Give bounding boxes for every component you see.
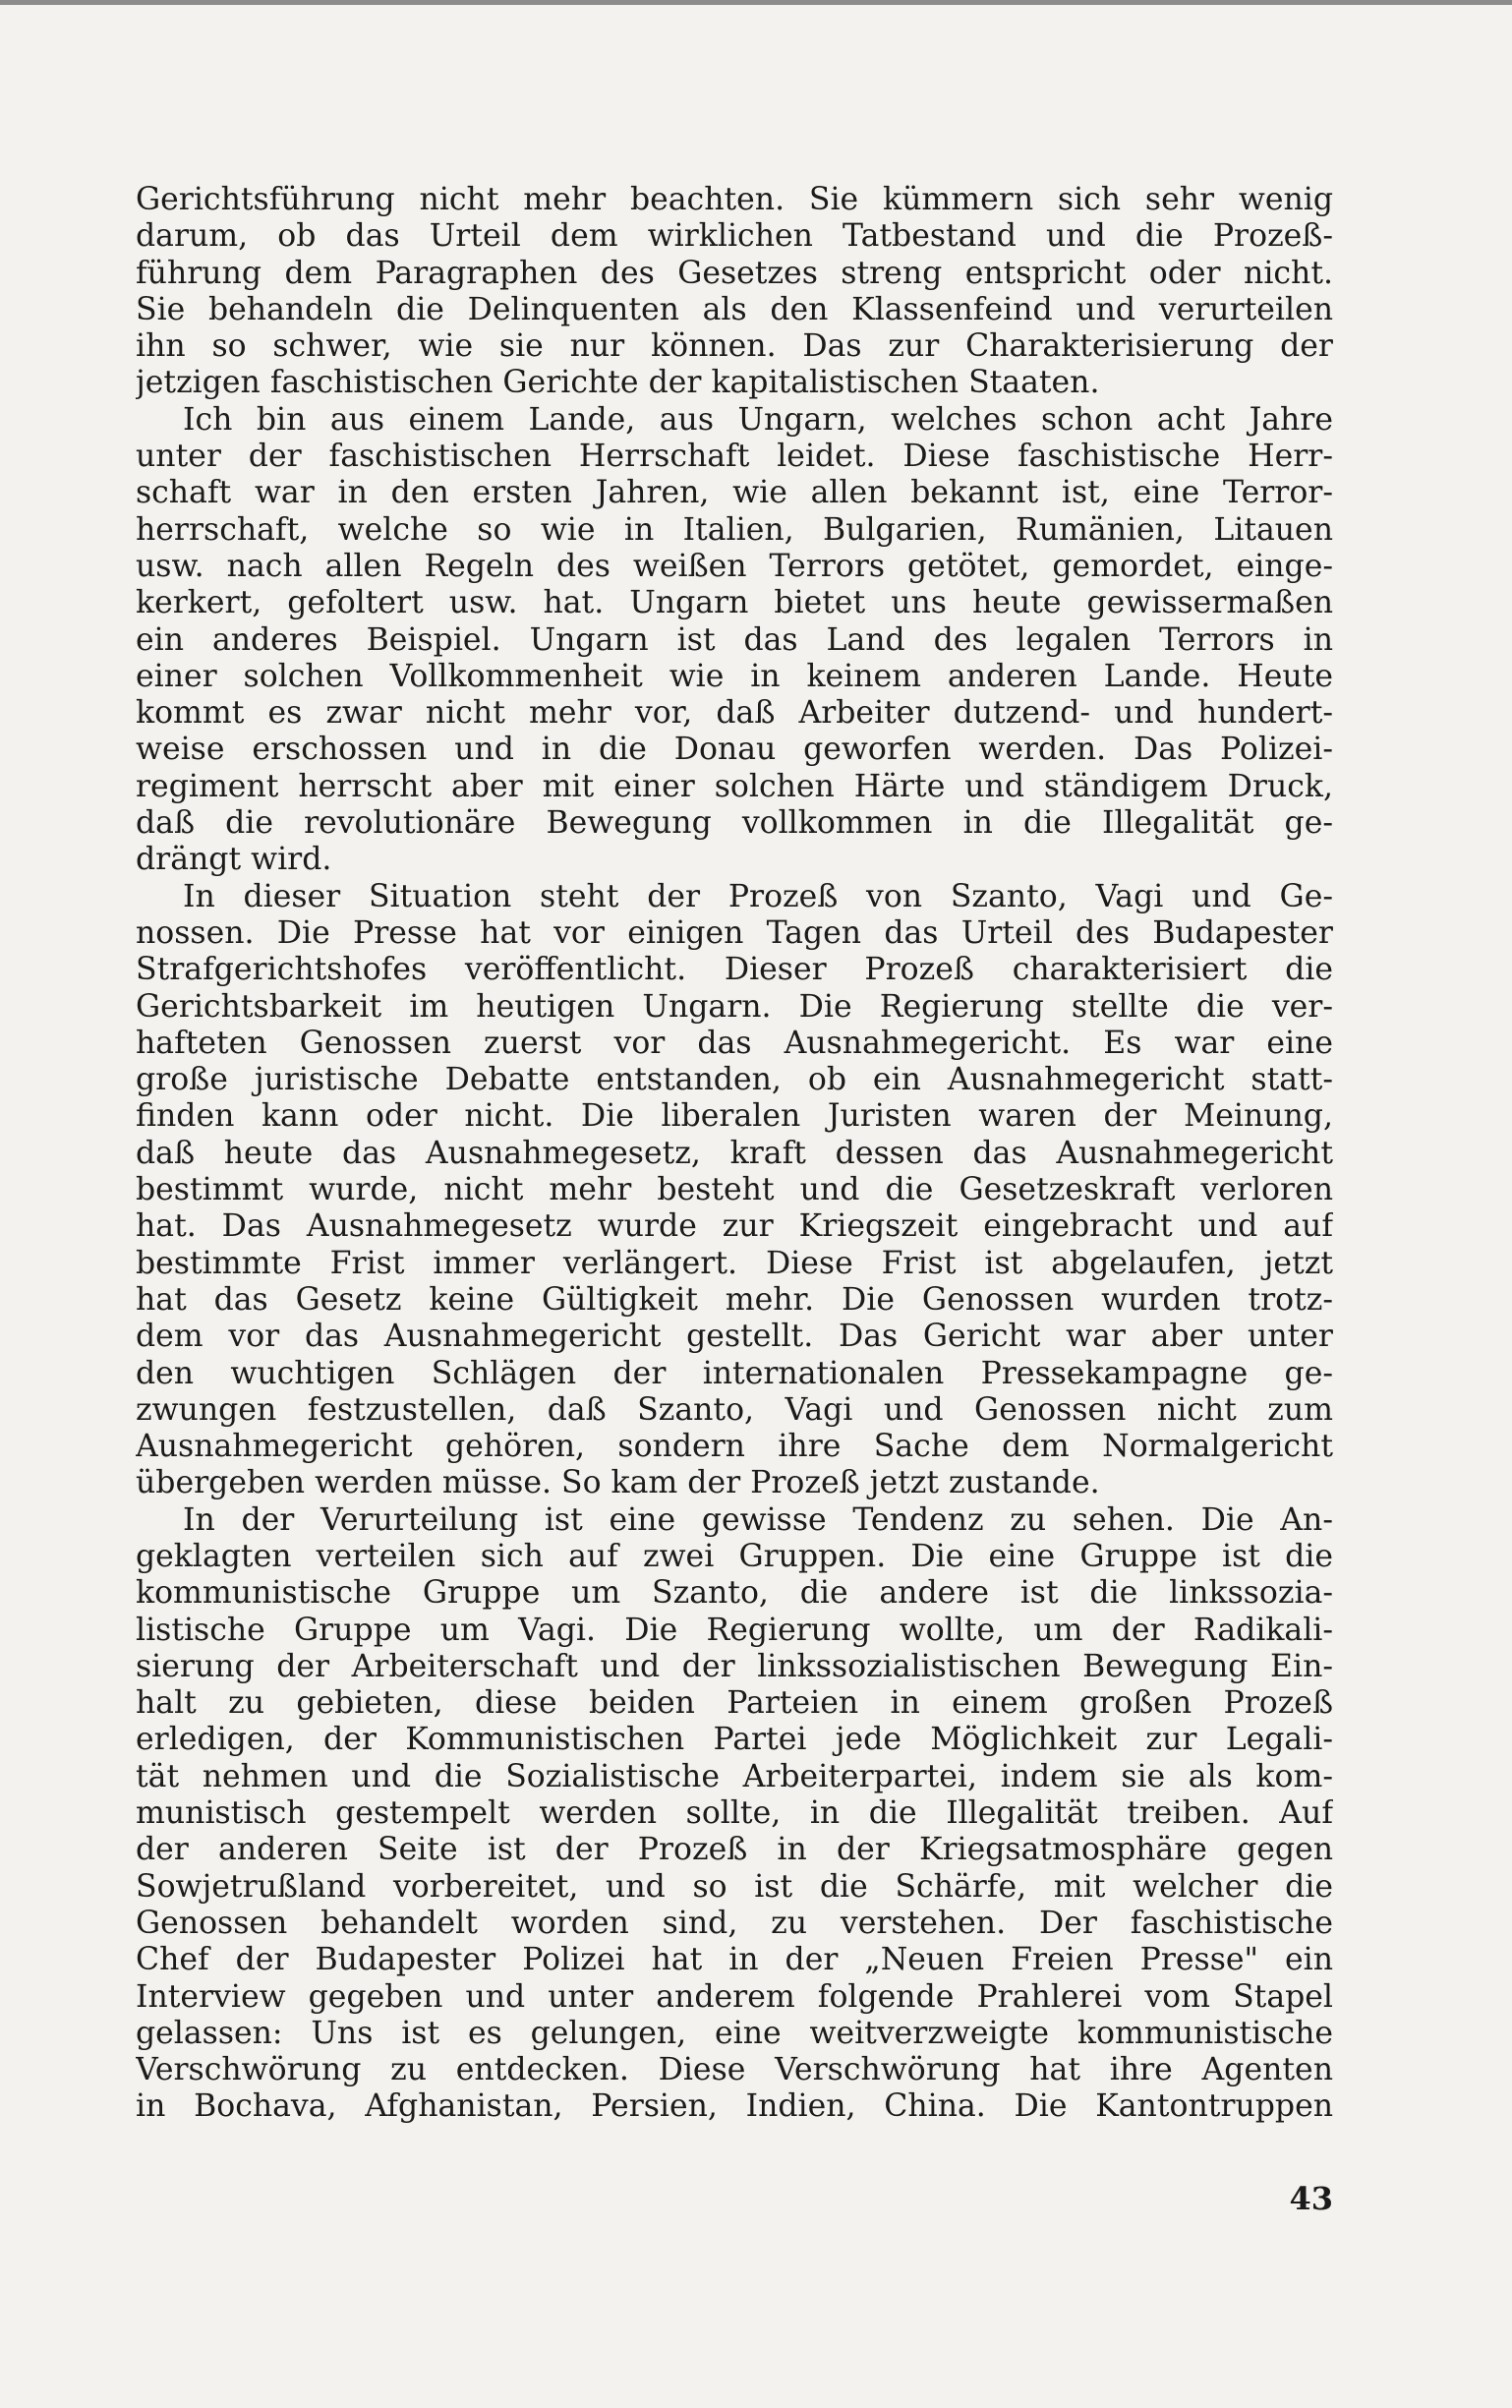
- text-line: hafteten Genossen zuerst vor das Ausnahmegericht. Es war eine: [136, 1025, 1333, 1061]
- text-line: der anderen Seite ist der Prozeß in der Kriegsatmosphäre gegen: [136, 1832, 1333, 1868]
- paragraph: [136, 879, 1333, 1502]
- page-number: 43: [1289, 2180, 1333, 2217]
- text-line: zwungen festzustellen, daß Szanto, Vagi und Genossen nicht zum: [136, 1391, 1333, 1428]
- text-line: weise erschossen und in die Donau geworfen werden. Das Polizei-: [136, 732, 1333, 768]
- text-line: Ausnahmegericht gehören, sondern ihre Sache dem Normalgericht: [136, 1429, 1333, 1465]
- text-line: Interview gegeben und unter anderem folgende Prahlerei vom Stapel: [136, 1978, 1333, 2015]
- text-line: herrschaft, welche so wie in Italien, Bulgarien, Rumänien, Litauen: [136, 511, 1333, 548]
- paragraph: [136, 1502, 1333, 2126]
- text-line: In der Verurteilung ist eine gewisse Tendenz zu sehen. Die An-: [183, 1501, 1333, 1538]
- text-line: kerkert, gefoltert usw. hat. Ungarn bietet uns heute gewissermaßen: [136, 585, 1333, 621]
- text-line: Sie behandeln die Delinquenten als den Klassenfeind und verurteilen: [136, 291, 1333, 327]
- text-line: große juristische Debatte entstanden, ob ein Ausnahmegericht statt-: [136, 1062, 1333, 1098]
- text-line: erledigen, der Kommunistischen Partei jede Möglichkeit zur Legali-: [136, 1722, 1333, 1758]
- text-line: daß die revolutionäre Bewegung vollkommen in die Illegalität ge-: [136, 805, 1333, 842]
- text-line: tät nehmen und die Sozialistische Arbeiterpartei, indem sie als kom-: [136, 1758, 1333, 1794]
- text-line: usw. nach allen Regeln des weißen Terrors getötet, gemordet, einge-: [136, 548, 1333, 584]
- text-line: drängt wird.: [136, 842, 332, 878]
- paragraph: [136, 402, 1333, 879]
- text-line: In dieser Situation steht der Prozeß von Szanto, Vagi und Ge-: [183, 878, 1333, 914]
- text-line: Sowjetrußland vorbereitet, und so ist die Schärfe, mit welcher die: [136, 1868, 1333, 1905]
- text-line: ihn so schwer, wie sie nur können. Das zur Charakterisierung der: [136, 328, 1333, 365]
- text-line: darum, ob das Urteil dem wirklichen Tatbestand und die Prozeß-: [136, 218, 1333, 255]
- text-line: unter der faschistischen Herrschaft leidet. Diese faschistische Herr-: [136, 439, 1333, 475]
- text-line: Chef der Budapester Polizei hat in der „Neuen Freien Presse" ein: [136, 1942, 1333, 1978]
- text-line: Gerichtsbarkeit im heutigen Ungarn. Die Regierung stellte die ver-: [136, 988, 1333, 1025]
- text-line: regiment herrscht aber mit einer solchen Härte und ständigem Druck,: [136, 768, 1333, 804]
- text-line: finden kann oder nicht. Die liberalen Juristen waren der Meinung,: [136, 1098, 1333, 1135]
- text-line: Genossen behandelt worden sind, zu verstehen. Der faschistische: [136, 1905, 1333, 1941]
- text-line: daß heute das Ausnahmegesetz, kraft dessen das Ausnahmegericht: [136, 1135, 1333, 1171]
- text-line: schaft war in den ersten Jahren, wie allen bekannt ist, eine Terror-: [136, 475, 1333, 511]
- page-body-text: [136, 182, 1333, 2126]
- text-line: jetzigen faschistischen Gerichte der kapitalistischen Staaten.: [136, 365, 1100, 401]
- text-line: geklagten verteilen sich auf zwei Gruppen. Die eine Gruppe ist die: [136, 1538, 1333, 1574]
- text-line: Verschwörung zu entdecken. Diese Verschwörung hat ihre Agenten: [136, 2052, 1333, 2088]
- top-edge-rule: [0, 0, 1512, 5]
- text-line: kommt es zwar nicht mehr vor, daß Arbeiter dutzend- und hundert-: [136, 695, 1333, 732]
- text-line: den wuchtigen Schlägen der internationalen Pressekampagne ge-: [136, 1355, 1333, 1391]
- text-line: Strafgerichtshofes veröffentlicht. Dieser Prozeß charakterisiert die: [136, 952, 1333, 988]
- text-line: hat das Gesetz keine Gültigkeit mehr. Die Genossen wurden trotz-: [136, 1281, 1333, 1318]
- text-line: führung dem Paragraphen des Gesetzes streng entspricht oder nicht.: [136, 255, 1333, 291]
- text-line: einer solchen Vollkommenheit wie in keinem anderen Lande. Heute: [136, 658, 1333, 694]
- text-line: Gerichtsführung nicht mehr beachten. Sie kümmern sich sehr wenig: [136, 182, 1333, 217]
- text-line: gelassen: Uns ist es gelungen, eine weitverzweigte kommunistische: [136, 2015, 1333, 2051]
- text-line: bestimmt wurde, nicht mehr besteht und die Gesetzeskraft verloren: [136, 1172, 1333, 1208]
- paragraph: [136, 182, 1333, 402]
- text-line: dem vor das Ausnahmegericht gestellt. Das Gericht war aber unter: [136, 1319, 1333, 1355]
- text-line: halt zu gebieten, diese beiden Parteien in einem großen Prozeß: [136, 1685, 1333, 1722]
- text-line: bestimmte Frist immer verlängert. Diese Frist ist abgelaufen, jetzt: [136, 1245, 1333, 1281]
- text-line: sierung der Arbeiterschaft und der linkssozialistischen Bewegung Ein-: [136, 1648, 1333, 1684]
- text-line: ein anderes Beispiel. Ungarn ist das Land des legalen Terrors in: [136, 621, 1333, 658]
- text-line: nossen. Die Presse hat vor einigen Tagen das Urteil des Budapester: [136, 914, 1333, 951]
- text-line: Ich bin aus einem Lande, aus Ungarn, welches schon acht Jahre: [183, 401, 1333, 438]
- text-line: hat. Das Ausnahmegesetz wurde zur Kriegszeit eingebracht und auf: [136, 1208, 1333, 1245]
- text-line: in Bochava, Afghanistan, Persien, Indien, China. Die Kantontruppen: [136, 2088, 1333, 2125]
- text-line: kommunistische Gruppe um Szanto, die andere ist die linkssozia-: [136, 1575, 1333, 1612]
- text-line: listische Gruppe um Vagi. Die Regierung wollte, um der Radikali-: [136, 1612, 1333, 1648]
- text-line: übergeben werden müsse. So kam der Prozeß jetzt zustande.: [136, 1465, 1100, 1501]
- text-line: munistisch gestempelt werden sollte, in die Illegalität treiben. Auf: [136, 1795, 1333, 1832]
